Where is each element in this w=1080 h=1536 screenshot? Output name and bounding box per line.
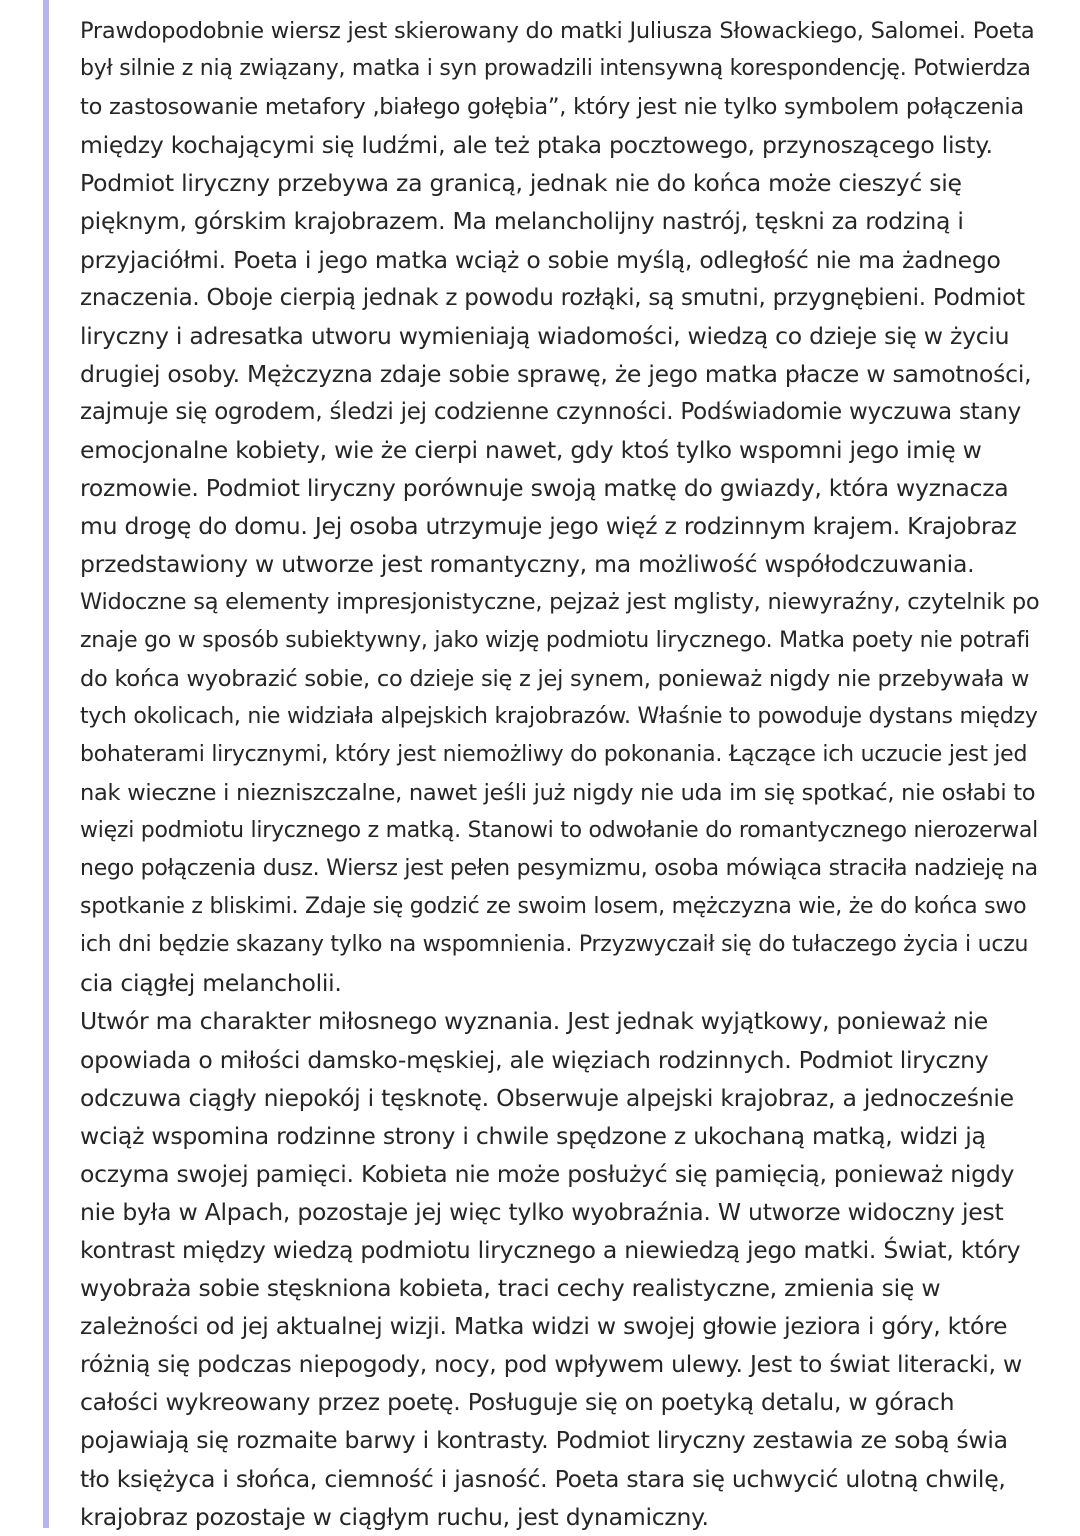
text-line: drugiej osoby. Mężczyzna zdaje sobie sprawę, że jego matka płacze w samotności, <box>80 359 1032 388</box>
text-line: do końca wyobrazić sobie, co dzieje się z jej synem, ponieważ nigdy nie przebywała w <box>80 665 1030 692</box>
text-line: bohaterami lirycznymi, który jest niemożliwy do pokonania. Łączące ich uczucie jest jed <box>80 741 1028 767</box>
text-line: ich dni będzie skazany tylko na wspomnienia. Przyzwyczaił się do tułaczego życia i uczu <box>80 932 1029 958</box>
text-line: to zastosowanie metafory ‚białego gołębia”, który jest nie tylko symbolem połączenia <box>80 94 1024 121</box>
text-line: spotkanie z bliskimi. Zdaje się godzić ze swoim losem, mężczyzna wie, że do końca swo <box>80 894 1027 920</box>
text-line: Podmiot liryczny przebywa za granicą, jednak nie do końca może cieszyć się <box>80 169 962 198</box>
margin-line <box>43 0 49 1528</box>
text-line: pojawiają się rozmaite barwy i kontrasty. Podmiot liryczny zestawia ze sobą świa <box>80 1426 1008 1455</box>
text-line: wciąż wspomina rodzinne strony i chwile spędzone z ukochaną matką, widzi ją <box>80 1121 986 1150</box>
text-line: przyjaciółmi. Poeta i jego matka wciąż o sobie myślą, odległość nie ma żadnego <box>80 245 1001 274</box>
text-line: był silnie z nią związany, matka i syn prowadzili intensywną korespondencję. Potwierdza <box>80 56 1031 82</box>
text-line: odczuwa ciągły niepokój i tęsknotę. Obserwuje alpejski krajobraz, a jednocześnie <box>80 1083 1014 1112</box>
text-line: krajobraz pozostaje w ciągłym ruchu, jest dynamiczny. <box>80 1502 709 1531</box>
text-line: różnią się podczas niepogody, nocy, pod wpływem ulewy. Jest to świat literacki, w <box>80 1350 1022 1379</box>
text-line: rozmowie. Podmiot liryczny porównuje swoją matkę do gwiazdy, która wyznacza <box>80 474 1009 503</box>
text-line: emocjonalne kobiety, wie że cierpi nawet, gdy ktoś tylko wspomni jego imię w <box>80 436 982 465</box>
text-line: zajmuje się ogrodem, śledzi jej codzienne czynności. Podświadomie wyczuwa stany <box>80 398 1021 425</box>
text-line: Prawdopodobnie wiersz jest skierowany do matki Juliusza Słowackiego, Salomei. Poeta <box>80 18 1035 44</box>
text-line: tych okolicach, nie widziała alpejskich krajobrazów. Właśnie to powoduje dystans między <box>80 703 1038 729</box>
text-line: mu drogę do domu. Jej osoba utrzymuje jego więź z rodzinnym krajem. Krajobraz <box>80 512 1017 541</box>
text-line: znaje go w sposób subiektywny, jako wizję podmiotu lirycznego. Matka poety nie potrafi <box>80 627 1030 653</box>
text-line: opowiada o miłości damsko-męskiej, ale więziach rodzinnych. Podmiot liryczny <box>80 1045 989 1074</box>
text-line: nego połączenia dusz. Wiersz jest pełen pesymizmu, osoba mówiąca straciła nadzieję na <box>80 856 1038 882</box>
text-line: przedstawiony w utworze jest romantyczny, ma możliwość współodczuwania. <box>80 550 975 579</box>
text-line: Widoczne są elementy impresjonistyczne, pejzaż jest mglisty, niewyraźny, czytelnik po <box>80 589 1040 616</box>
text-line: między kochającymi się ludźmi, ale też ptaka pocztowego, przynoszącego listy. <box>80 131 993 160</box>
text-line: Utwór ma charakter miłosnego wyznania. Jest jednak wyjątkowy, ponieważ nie <box>80 1007 989 1036</box>
text-line: kontrast między wiedzą podmiotu lirycznego a niewiedzą jego matki. Świat, który <box>80 1236 1021 1264</box>
text-line: całości wykreowany przez poetę. Posługuje się on poetyką detalu, w górach <box>80 1388 955 1417</box>
text-line: wyobraża sobie stęskniona kobieta, traci cechy realistyczne, zmienia się w <box>80 1274 941 1303</box>
text-line: liryczny i adresatka utworu wymieniają wiadomości, wiedzą co dzieje się w życiu <box>80 321 1010 350</box>
text-line: nie była w Alpach, pozostaje jej więc tylko wyobraźnia. W utworze widoczny jest <box>80 1197 1004 1226</box>
text-line: oczyma swojej pamięci. Kobieta nie może posłużyć się pamięcią, ponieważ nigdy <box>80 1159 1015 1188</box>
text-line: więzi podmiotu lirycznego z matką. Stanowi to odwołanie do romantycznego nierozerwal <box>80 817 1039 843</box>
text-line: pięknym, górskim krajobrazem. Ma melancholijny nastrój, tęskni za rodziną i <box>80 207 964 236</box>
text-line: nak wieczne i niezniszczalne, nawet jeśli już nigdy nie uda im się spotkać, nie osłabi to <box>80 779 1036 806</box>
handwritten-text-body <box>80 12 1040 1536</box>
text-line: znaczenia. Oboje cierpią jednak z powodu rozłąki, są smutni, przygnębieni. Podmiot <box>80 284 1025 311</box>
text-line: tło księżyca i słońca, ciemność i jasność. Poeta stara się uchwycić ulotną chwilę, <box>80 1464 1006 1493</box>
text-line: cia ciągłej melancholii. <box>80 969 342 998</box>
text-line: zależności od jej aktualnej wizji. Matka widzi w swojej głowie jeziora i góry, które <box>80 1312 1008 1341</box>
